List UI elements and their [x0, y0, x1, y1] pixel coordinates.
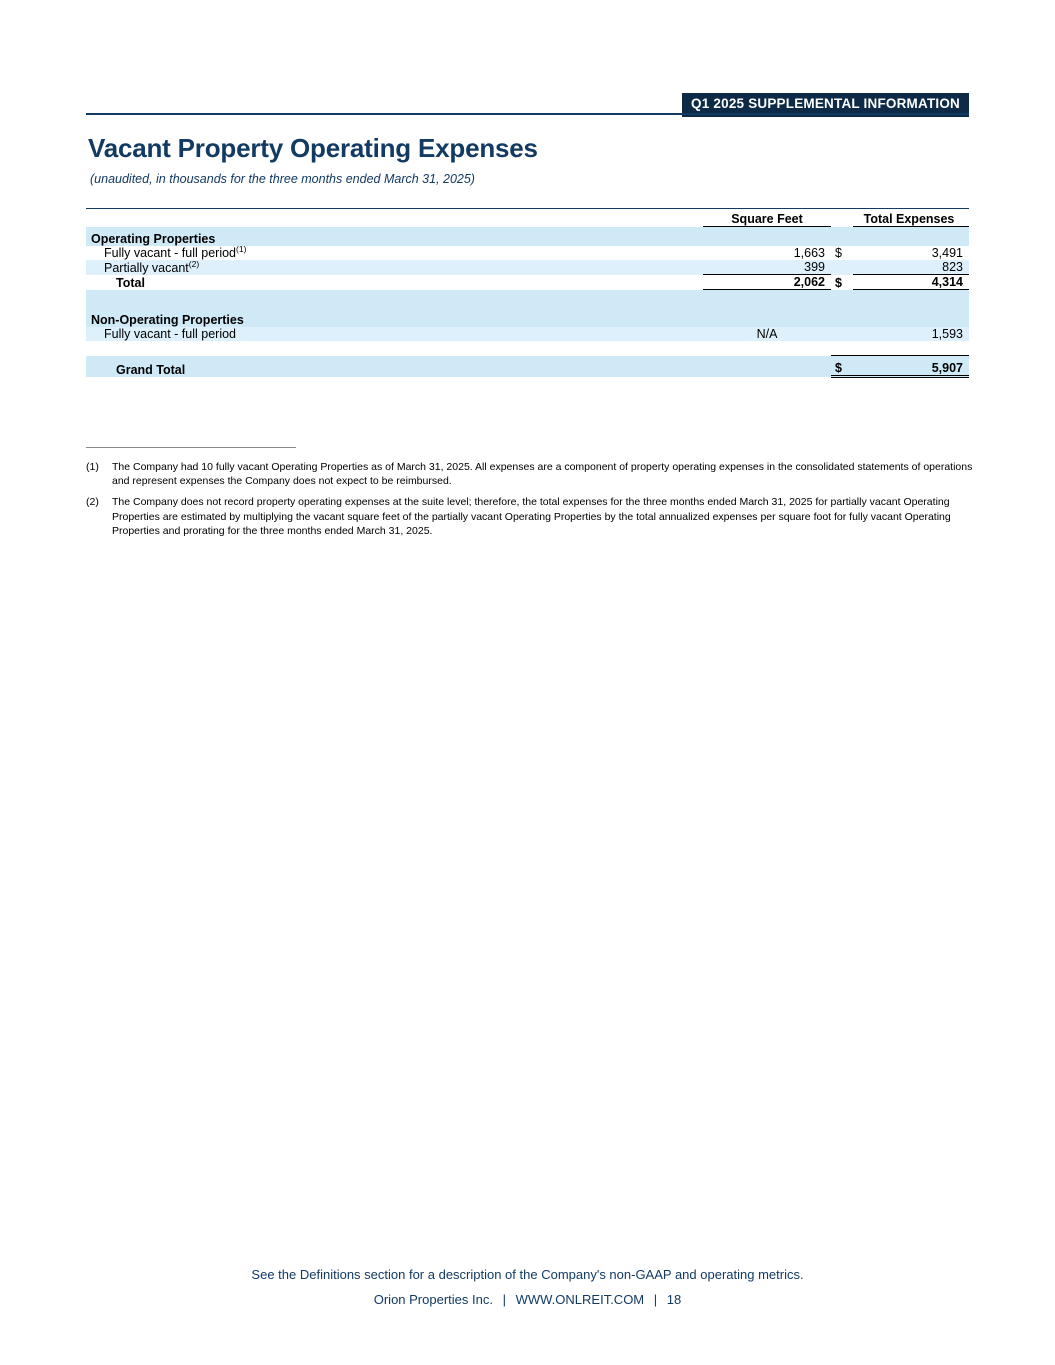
cell-square-feet: 1,663: [793, 246, 825, 260]
cell-square-feet: 399: [703, 260, 831, 275]
cell-currency-symbol: $: [835, 275, 842, 290]
footer-company-name: Orion Properties Inc.: [373, 1292, 493, 1307]
footnote-item: [86, 495, 976, 538]
footnotes-block: [86, 460, 976, 545]
row-label-partially-vacant: Partially vacant$^{(2)}$: [86, 260, 703, 275]
cell-total-expenses-grand-total: 5,907: [853, 356, 969, 377]
column-header-total-expenses: Total Expenses: [853, 212, 969, 227]
row-label-fully-vacant-operating: Fully vacant - full period$^{(1)}$: [104, 243, 247, 260]
cell-square-feet-grand-total: [703, 356, 831, 377]
cell-total-expenses-total: 4,314: [853, 275, 969, 290]
section-heading-non-operating: Non-Operating Properties: [86, 308, 703, 327]
footnote-ref-2: (2): [188, 258, 200, 269]
section-heading-row-operating: [86, 227, 969, 247]
footnote-item: [86, 460, 976, 488]
vacant-expenses-table: [86, 208, 969, 378]
supplemental-header-text: Q1 2025 SUPPLEMENTAL INFORMATION: [691, 96, 960, 111]
page-subtitle: (unaudited, in thousands for the three months ended March 31, 2025): [90, 172, 475, 186]
footnote-text: The Company had 10 fully vacant Operating Properties as of March 31, 2025. All expenses are a component of property operating expenses in the consolidated statements of operations and represent expenses the Company does not expect to be reimbursed.: [112, 461, 973, 488]
cell-currency-symbol: [831, 327, 853, 341]
column-header-label: [86, 212, 703, 227]
cell-currency-symbol: [831, 260, 853, 275]
cell-total-expenses: 823: [853, 260, 969, 275]
table-row: [86, 260, 969, 275]
cell-currency-symbol: $: [835, 246, 842, 260]
row-label-total-operating: Total: [116, 275, 145, 290]
footer-page-number: 18: [666, 1292, 682, 1307]
footnote-ref-1: (1): [236, 243, 247, 254]
row-label-grand-total: Grand Total: [86, 356, 703, 377]
grand-total-spacer: [86, 341, 969, 356]
table-row: [86, 327, 969, 341]
footer-separator: |: [653, 1292, 658, 1307]
section-spacer-band: [86, 290, 969, 309]
page-title: Vacant Property Operating Expenses: [88, 133, 538, 163]
footnote-text: The Company does not record property operating expenses at the suite level; therefore, the total expenses for the three months ended March 31, 2025 for partially vacant Operating Properties are estimated by multiplying the vacant square feet of the partially vacant Operating Properties by the total annualized expenses per square foot for fully vacant Operating Properties and prorating for the three months ended March 31, 2025.: [112, 496, 951, 537]
header-divider: [86, 113, 969, 115]
table-header-row: [86, 212, 969, 227]
definitions-note: See the Definitions section for a description of the Company's non-GAAP and operating metrics.: [251, 1267, 804, 1282]
footer-website-link[interactable]: WWW.ONLREIT.COM: [515, 1292, 645, 1307]
row-label-fully-vacant-non-operating: Fully vacant - full period: [86, 327, 703, 341]
page-footer: [0, 1292, 1055, 1307]
cell-total-expenses: 3,491: [931, 246, 963, 260]
footer-separator: |: [502, 1292, 506, 1307]
column-header-square-feet: Square Feet: [703, 212, 831, 227]
vacant-expenses-table-wrapper: [86, 208, 969, 378]
table-row-total-operating: [86, 275, 969, 290]
table-row: [86, 246, 969, 260]
section-heading-row-non-operating: [86, 308, 969, 327]
section-heading-operating: Operating Properties: [86, 227, 703, 247]
cell-square-feet-total: 2,062: [703, 275, 831, 290]
footnote-marker: (1): [86, 461, 99, 473]
footnote-marker: (2): [86, 496, 99, 509]
cell-currency-symbol-grand-total: $: [831, 356, 853, 377]
footnote-separator: [86, 447, 296, 448]
grand-total-row: [86, 356, 969, 377]
cell-total-expenses: 1,593: [853, 327, 969, 341]
cell-square-feet: N/A: [703, 327, 831, 341]
